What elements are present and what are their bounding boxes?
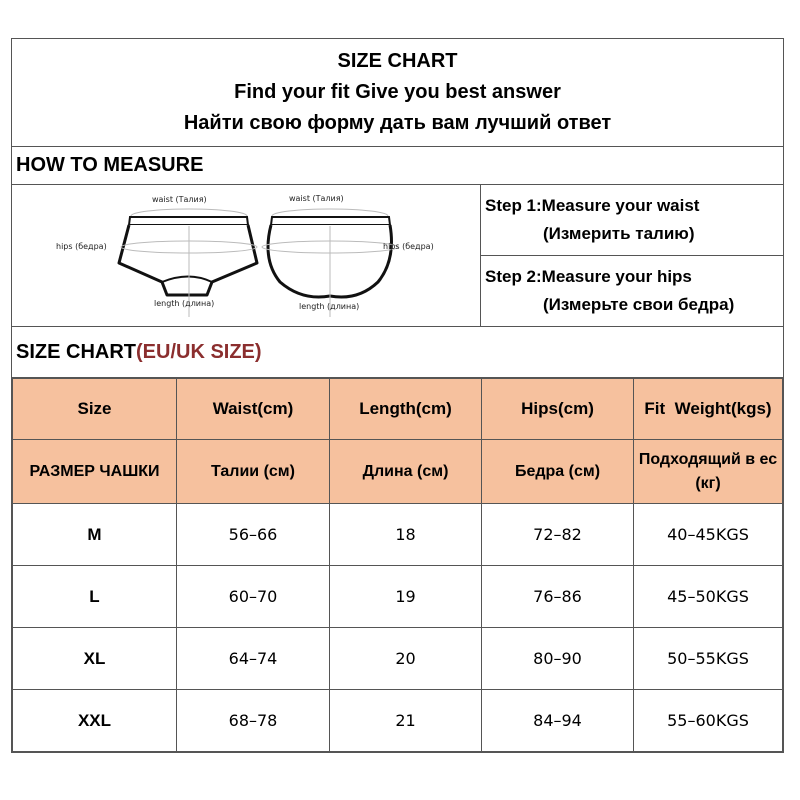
measurement-figures: [12, 185, 481, 326]
weight-cell: 45–50KGS: [634, 566, 783, 628]
header-cell: Fit Weight(kgs): [634, 379, 783, 440]
waist-cell: 56–66: [177, 504, 330, 566]
table-row: [13, 566, 783, 628]
step-1-label: Step 1:Measure your waist: [485, 196, 700, 215]
header-cell-ru: Бедра (см): [482, 440, 634, 504]
waist-cell: 64–74: [177, 628, 330, 690]
waist-label-left: waist (Талия): [152, 195, 207, 204]
table-header-row-ru: [13, 440, 783, 504]
waist-label-right: waist (Талия): [289, 194, 344, 203]
header-cell-ru: Подходящий в ес (кг): [634, 440, 783, 504]
hips-label-right: hips (бедра): [383, 242, 434, 251]
hips-cell: 84–94: [482, 690, 634, 752]
waist-cell: 68–78: [177, 690, 330, 752]
how-to-measure-title: HOW TO MEASURE: [12, 147, 783, 185]
hips-cell: 72–82: [482, 504, 634, 566]
weight-cell: 50–55KGS: [634, 628, 783, 690]
step-1-sub: (Измерить талию): [543, 224, 695, 243]
hips-cell: 80–90: [482, 628, 634, 690]
size-cell: M: [13, 504, 177, 566]
waist-cell: 60–70: [177, 566, 330, 628]
length-label-right: length (длина): [299, 302, 360, 311]
hips-cell: 76–86: [482, 566, 634, 628]
size-cell: XL: [13, 628, 177, 690]
size-chart-sheet: [11, 38, 784, 753]
header-cell: Length(cm): [330, 379, 482, 440]
hips-label-left: hips (бедра): [56, 242, 107, 251]
chart-header: [12, 39, 783, 147]
header-cell-ru: РАЗМЕР ЧАШКИ: [13, 440, 177, 504]
measurement-steps: [481, 185, 783, 326]
brief-back-figure: [262, 209, 398, 317]
step-2-label: Step 2:Measure your hips: [485, 267, 692, 286]
table-row: [13, 628, 783, 690]
size-chart-title-prefix: SIZE CHART: [16, 341, 136, 363]
header-title: SIZE CHART: [337, 50, 458, 72]
underwear-diagram: [12, 185, 480, 326]
size-chart-title-accent: (EU/UK SIZE): [136, 341, 262, 363]
step-2: [481, 255, 783, 326]
header-cell-ru: Длина (см): [330, 440, 482, 504]
header-cell: Size: [13, 379, 177, 440]
header-subtitle-en: Find your fit Give you best answer: [234, 81, 561, 103]
size-cell: L: [13, 566, 177, 628]
header-cell: Hips(cm): [482, 379, 634, 440]
table-row: [13, 690, 783, 752]
header-subtitle-ru: Найти свою форму дать вам лучший ответ: [183, 112, 612, 134]
size-table: [12, 378, 783, 752]
length-cell: 20: [330, 628, 482, 690]
header-cell-ru: Талии (см): [177, 440, 330, 504]
step-1: [481, 185, 783, 255]
length-cell: 21: [330, 690, 482, 752]
length-cell: 18: [330, 504, 482, 566]
table-row: [13, 504, 783, 566]
table-header-row: [13, 379, 783, 440]
length-cell: 19: [330, 566, 482, 628]
header-cell: Waist(cm): [177, 379, 330, 440]
size-chart-title: [12, 327, 783, 378]
length-label-left: length (длина): [154, 299, 215, 308]
weight-cell: 40–45KGS: [634, 504, 783, 566]
how-to-measure-section: [12, 185, 783, 327]
size-cell: XXL: [13, 690, 177, 752]
step-2-sub: (Измерьте свои бедра): [543, 295, 735, 314]
weight-cell: 55–60KGS: [634, 690, 783, 752]
